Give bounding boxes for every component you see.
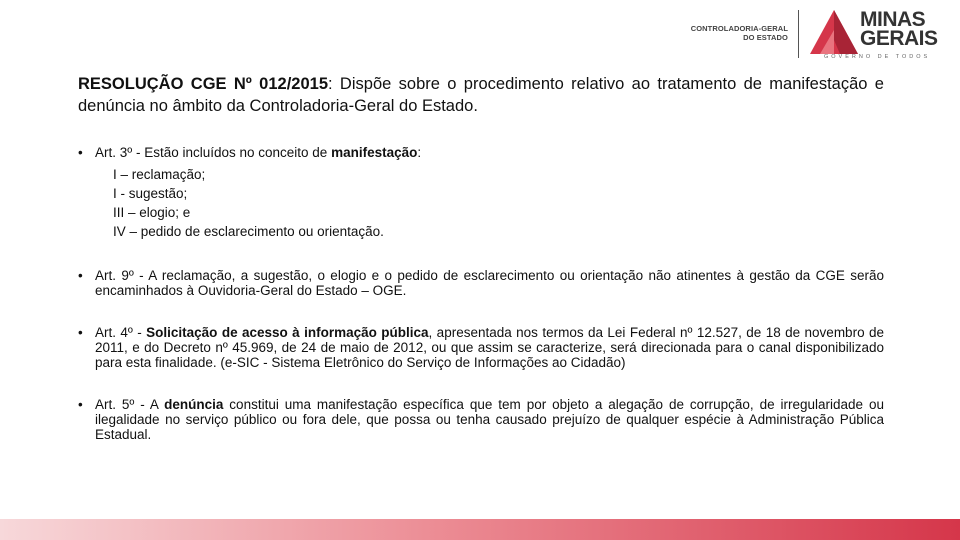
article-4-text: Art. 4º - (95, 325, 147, 340)
bullet: • (78, 397, 83, 412)
minas-gerais-logo (860, 10, 938, 48)
minas-gerais-line1: MINAS (860, 8, 926, 31)
article-3-items (113, 165, 884, 241)
footer-gradient-bar (0, 519, 960, 540)
bullet: • (78, 325, 83, 340)
logo-divider (798, 10, 799, 58)
list-item: III – elogio; e (113, 205, 191, 220)
article-5-text: Art. 5º - A (95, 397, 165, 412)
header-logos (690, 8, 950, 66)
minas-gerais-line2: GERAIS (860, 27, 938, 50)
resolution-title (78, 73, 884, 117)
list-item: I - sugestão; (113, 186, 188, 201)
article-9 (78, 268, 884, 298)
resolution-number: RESOLUÇÃO CGE Nº 012/2015 (78, 75, 328, 93)
article-3 (78, 143, 884, 241)
bullet: • (78, 268, 83, 283)
article-4-keyword: Solicitação de acesso à informação pública (146, 325, 429, 340)
article-list (78, 143, 884, 469)
article-3-text: Art. 3º - Estão incluídos no conceito de (95, 145, 332, 160)
cge-logo (690, 24, 788, 42)
minas-gerais-triangle-icon (810, 10, 858, 54)
bullet: • (78, 145, 83, 160)
article-9-text: Art. 9º - A reclamação, a sugestão, o elogio e o pedido de esclarecimento ou orientação não atinentes à gestão da CGE serão encaminhados à Ouvidoria-Geral do Estado – OGE. (95, 268, 884, 298)
article-4-rest: , apresentada nos termos da Lei Federal nº 12.527, de 18 de novembro de 2011, e do Decreto nº 45.969, de 24 de maio de 2012, ou que assim se caracterize, será direcionada para o canal disponibilizado para esta finalidade. (e-SIC - Sistema Eletrônico do Serviço de Informações ao Cidadão) (95, 325, 884, 370)
article-5-keyword: denúncia (164, 397, 224, 412)
list-item: I – reclamação; (113, 167, 206, 182)
article-3-colon: : (417, 145, 422, 160)
article-5-rest: constitui uma manifestação específica que tem por objeto a alegação de corrupção, de irregularidade ou ilegalidade no serviço público ou fora dele, que possa ou tenha causado prejuízo de qualquer espécie à Administração Pública Estadual. (95, 397, 884, 442)
cge-logo-line1: CONTROLADORIA-GERAL (690, 24, 788, 33)
cge-logo-line2: DO ESTADO (743, 33, 788, 42)
article-4 (78, 325, 884, 370)
resolution-description: : Dispõe sobre o procedimento relativo ao tratamento de manifestação e denúncia no âmbito da Controladoria-Geral do Estado. (78, 75, 884, 115)
list-item: IV – pedido de esclarecimento ou orientação. (113, 224, 384, 239)
article-3-keyword: manifestação (331, 145, 418, 160)
article-3-intro (95, 143, 884, 162)
minas-gerais-tagline: GOVERNO DE TODOS (824, 54, 931, 60)
article-5 (78, 397, 884, 442)
